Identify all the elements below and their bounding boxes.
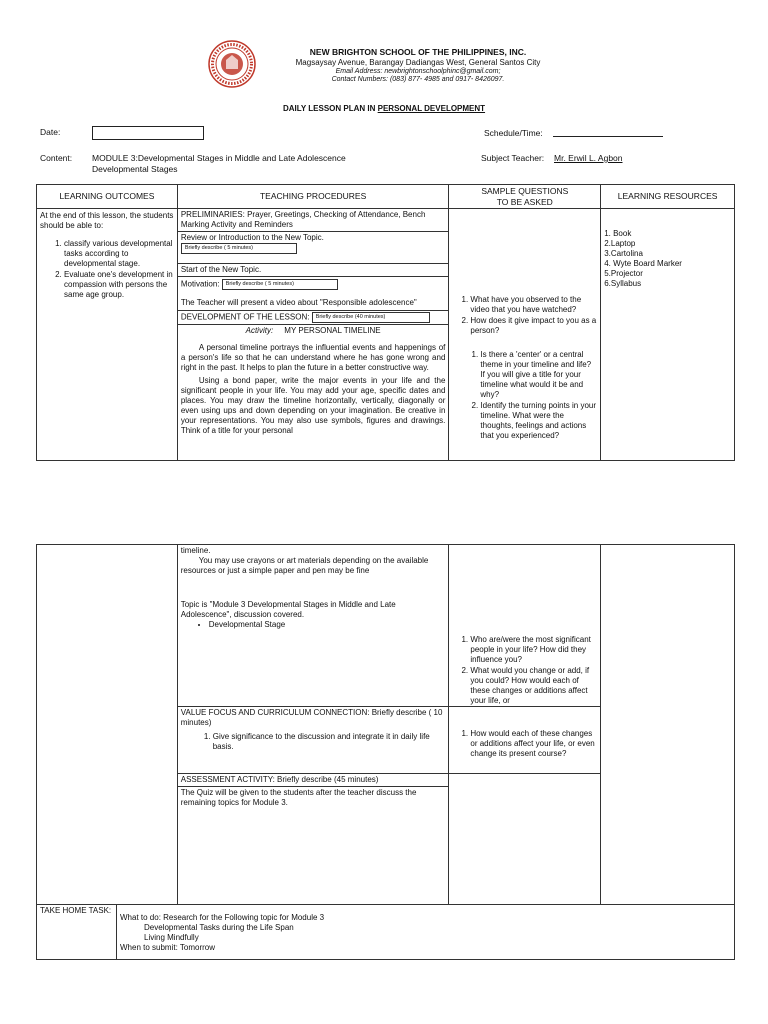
task-item: Developmental Tasks during the Life Span	[144, 923, 294, 932]
date-field[interactable]	[92, 126, 204, 140]
activity-title: MY PERSONAL TIMELINE	[284, 325, 381, 335]
development-label: DEVELOPMENT OF THE LESSON:	[180, 312, 310, 322]
header-sample-questions	[449, 185, 601, 209]
resource-item: 3.Cartolina	[604, 249, 643, 258]
start-new-topic: Start of the New Topic.	[178, 264, 449, 277]
procedures-cell-continued	[177, 545, 449, 905]
resources-cell	[601, 209, 735, 461]
when-to-submit: When to submit: Tomorrow	[120, 943, 215, 952]
motivation-section	[178, 277, 449, 310]
plan-title	[200, 104, 568, 114]
lesson-table-page1	[36, 184, 735, 461]
outcomes-intro: At the end of this lesson, the students should be able to:	[40, 211, 174, 230]
teacher-label: Subject Teacher:	[481, 153, 545, 163]
lesson-table-page2	[36, 544, 735, 905]
activity-section	[178, 325, 449, 437]
activity-paragraph-2: Using a bond paper, write the major events in your life and the significant people in your life. You may add your age, specific dates and places. You may draw the timeline horizontally, vertically, diagonally or even using ups and down depending on your imagination. Be creative in your representations. You may also use symbols, figures and drawings. Think of a title for your personal	[180, 375, 446, 435]
procedures-cell	[177, 209, 449, 461]
review-text: Review or Introduction to the New Topic.	[180, 233, 324, 242]
school-name: NEW BRIGHTON SCHOOL OF THE PHILIPPINES, INC.	[309, 47, 527, 57]
outcomes-cell	[37, 209, 178, 461]
question-item: 1. How would each of these changes or additions affect your life, or even change its present course?	[470, 729, 597, 759]
assessment-heading: ASSESSMENT ACTIVITY: Briefly describe (45 minutes)	[178, 774, 449, 787]
questions-continued	[449, 545, 600, 706]
outcome-item: 1. classify various developmental tasks according to developmental stage.	[64, 239, 174, 269]
activity-continued	[178, 545, 449, 706]
schedule-field[interactable]	[553, 136, 663, 137]
header-learning-outcomes: LEARNING OUTCOMES	[37, 185, 178, 209]
content-label: Content:	[40, 153, 73, 163]
take-home-table	[36, 904, 735, 960]
materials-text: You may use crayons or art materials depending on the available resources or just a simple paper and pen may be fine	[180, 556, 429, 575]
resource-item: 2.Laptop	[604, 239, 636, 248]
development-section	[178, 310, 449, 325]
value-focus-item: 1. Give significance to the discussion and integrate it in daily life basis.	[213, 732, 446, 752]
schedule-label: Schedule/Time:	[484, 128, 543, 138]
development-duration-box[interactable]: Briefly describe (40 minutes)	[312, 312, 430, 323]
take-home-content	[117, 905, 735, 960]
header-sample-questions-line2: TO BE ASKED	[496, 196, 553, 207]
value-focus-list	[181, 732, 446, 752]
question-item: 2. How does it give impact to you as a person?	[470, 316, 597, 336]
activity-continued-text: timeline.	[180, 546, 211, 555]
school-seal-logo	[208, 40, 256, 88]
school-contact: Contact Numbers: (083) 877- 4985 and 0917- 8426097.	[331, 76, 505, 84]
question-item: 2. Identify the turning points in your timeline. What were the thoughts, feelings and actions that you experienced?	[480, 401, 597, 441]
topic-bullets	[181, 620, 446, 630]
assessment-text: The Quiz will be given to the students after the teacher discuss the remaining topics for Module 3.	[180, 788, 417, 807]
questions-cell	[449, 209, 601, 461]
school-address: Magsaysay Avenue, Barangay Dadiangas West, General Santos City	[295, 57, 541, 67]
content-value-2: Developmental Stages	[92, 164, 178, 174]
outcome-item: 2. Evaluate one's development in compassion with persons the same age group.	[64, 270, 174, 300]
resource-item: 1. Book	[604, 229, 632, 238]
questions-cell-continued	[449, 545, 601, 905]
questions-list-d	[452, 729, 597, 759]
content-value-1: MODULE 3:Developmental Stages in Middle and Late Adolescence	[92, 153, 346, 163]
topic-bullet-item: • Developmental Stage	[209, 620, 446, 630]
question-item: 1. What have you observed to the video that you have watched?	[470, 295, 597, 315]
teacher-name: Mr. Erwil L. Agbon	[554, 153, 623, 163]
motivation-label: Motivation:	[180, 279, 220, 289]
topic-text: Topic is "Module 3 Developmental Stages in Middle and Late Adolescence", discussion covered.	[180, 600, 396, 619]
questions-list-c	[452, 635, 597, 706]
what-to-do: What to do: Research for the Following topic for Module 3	[120, 913, 325, 922]
resource-item: 4. Wyte Board Marker	[604, 259, 682, 268]
question-item: 1. Who are/were the most significant people in your life? How did they influence you?	[470, 635, 597, 665]
header-teaching-procedures: TEACHING PROCEDURES	[177, 185, 449, 209]
review-section	[178, 232, 449, 264]
resources-cell-continued	[601, 545, 735, 905]
video-text: The Teacher will present a video about "Responsible adolescence"	[180, 297, 417, 307]
resource-item: 5.Projector	[604, 269, 643, 278]
value-focus-section	[178, 706, 449, 774]
activity-heading	[181, 326, 446, 336]
header-sample-questions-line1: SAMPLE QUESTIONS	[481, 185, 569, 196]
activity-paragraph-1: A personal timeline portrays the influential events and happenings of a person's life so that he can understand where he has gone wrong and right in the past. It helps to plan the future in a better constructive way.	[180, 342, 446, 372]
school-header	[260, 47, 576, 85]
resource-item: 6.Syllabus	[604, 279, 642, 288]
date-label: Date:	[40, 127, 61, 137]
outcomes-cell-continued	[37, 545, 178, 905]
school-email: Email Address: newbrightonschoolphinc@gmail.com;	[335, 67, 501, 75]
outcomes-list	[40, 239, 174, 300]
review-duration-box[interactable]: Briefly describe ( 5 minutes)	[181, 243, 297, 254]
question-value-section	[449, 706, 600, 774]
task-item: Living Mindfully	[144, 933, 199, 942]
value-focus-heading: VALUE FOCUS AND CURRICULUM CONNECTION: Briefly describe ( 10 minutes)	[180, 708, 443, 727]
activity-label: Activity:	[245, 325, 274, 335]
take-home-label: TAKE HOME TASK:	[37, 905, 117, 960]
questions-list-a	[452, 295, 597, 336]
motivation-duration-box[interactable]: Briefly describe ( 5 minutes)	[222, 279, 338, 290]
question-item: 2. What would you change or add, if you could? How would each of these changes or additions affect your life, or	[470, 666, 597, 706]
preliminaries: PRELIMINARIES: Prayer, Greetings, Checking of Attendance, Bench Marking Activity and Reminders	[178, 209, 449, 232]
questions-list-b	[452, 350, 597, 441]
question-item: 1. Is there a 'center' or a central theme in your timeline and life? If you will give a title for your timeline what would it be and why?	[480, 350, 597, 400]
header-learning-resources: LEARNING RESOURCES	[601, 185, 735, 209]
plan-title-prefix: DAILY LESSON PLAN IN	[282, 104, 378, 113]
plan-subject: PERSONAL DEVELOPMENT	[377, 104, 486, 113]
